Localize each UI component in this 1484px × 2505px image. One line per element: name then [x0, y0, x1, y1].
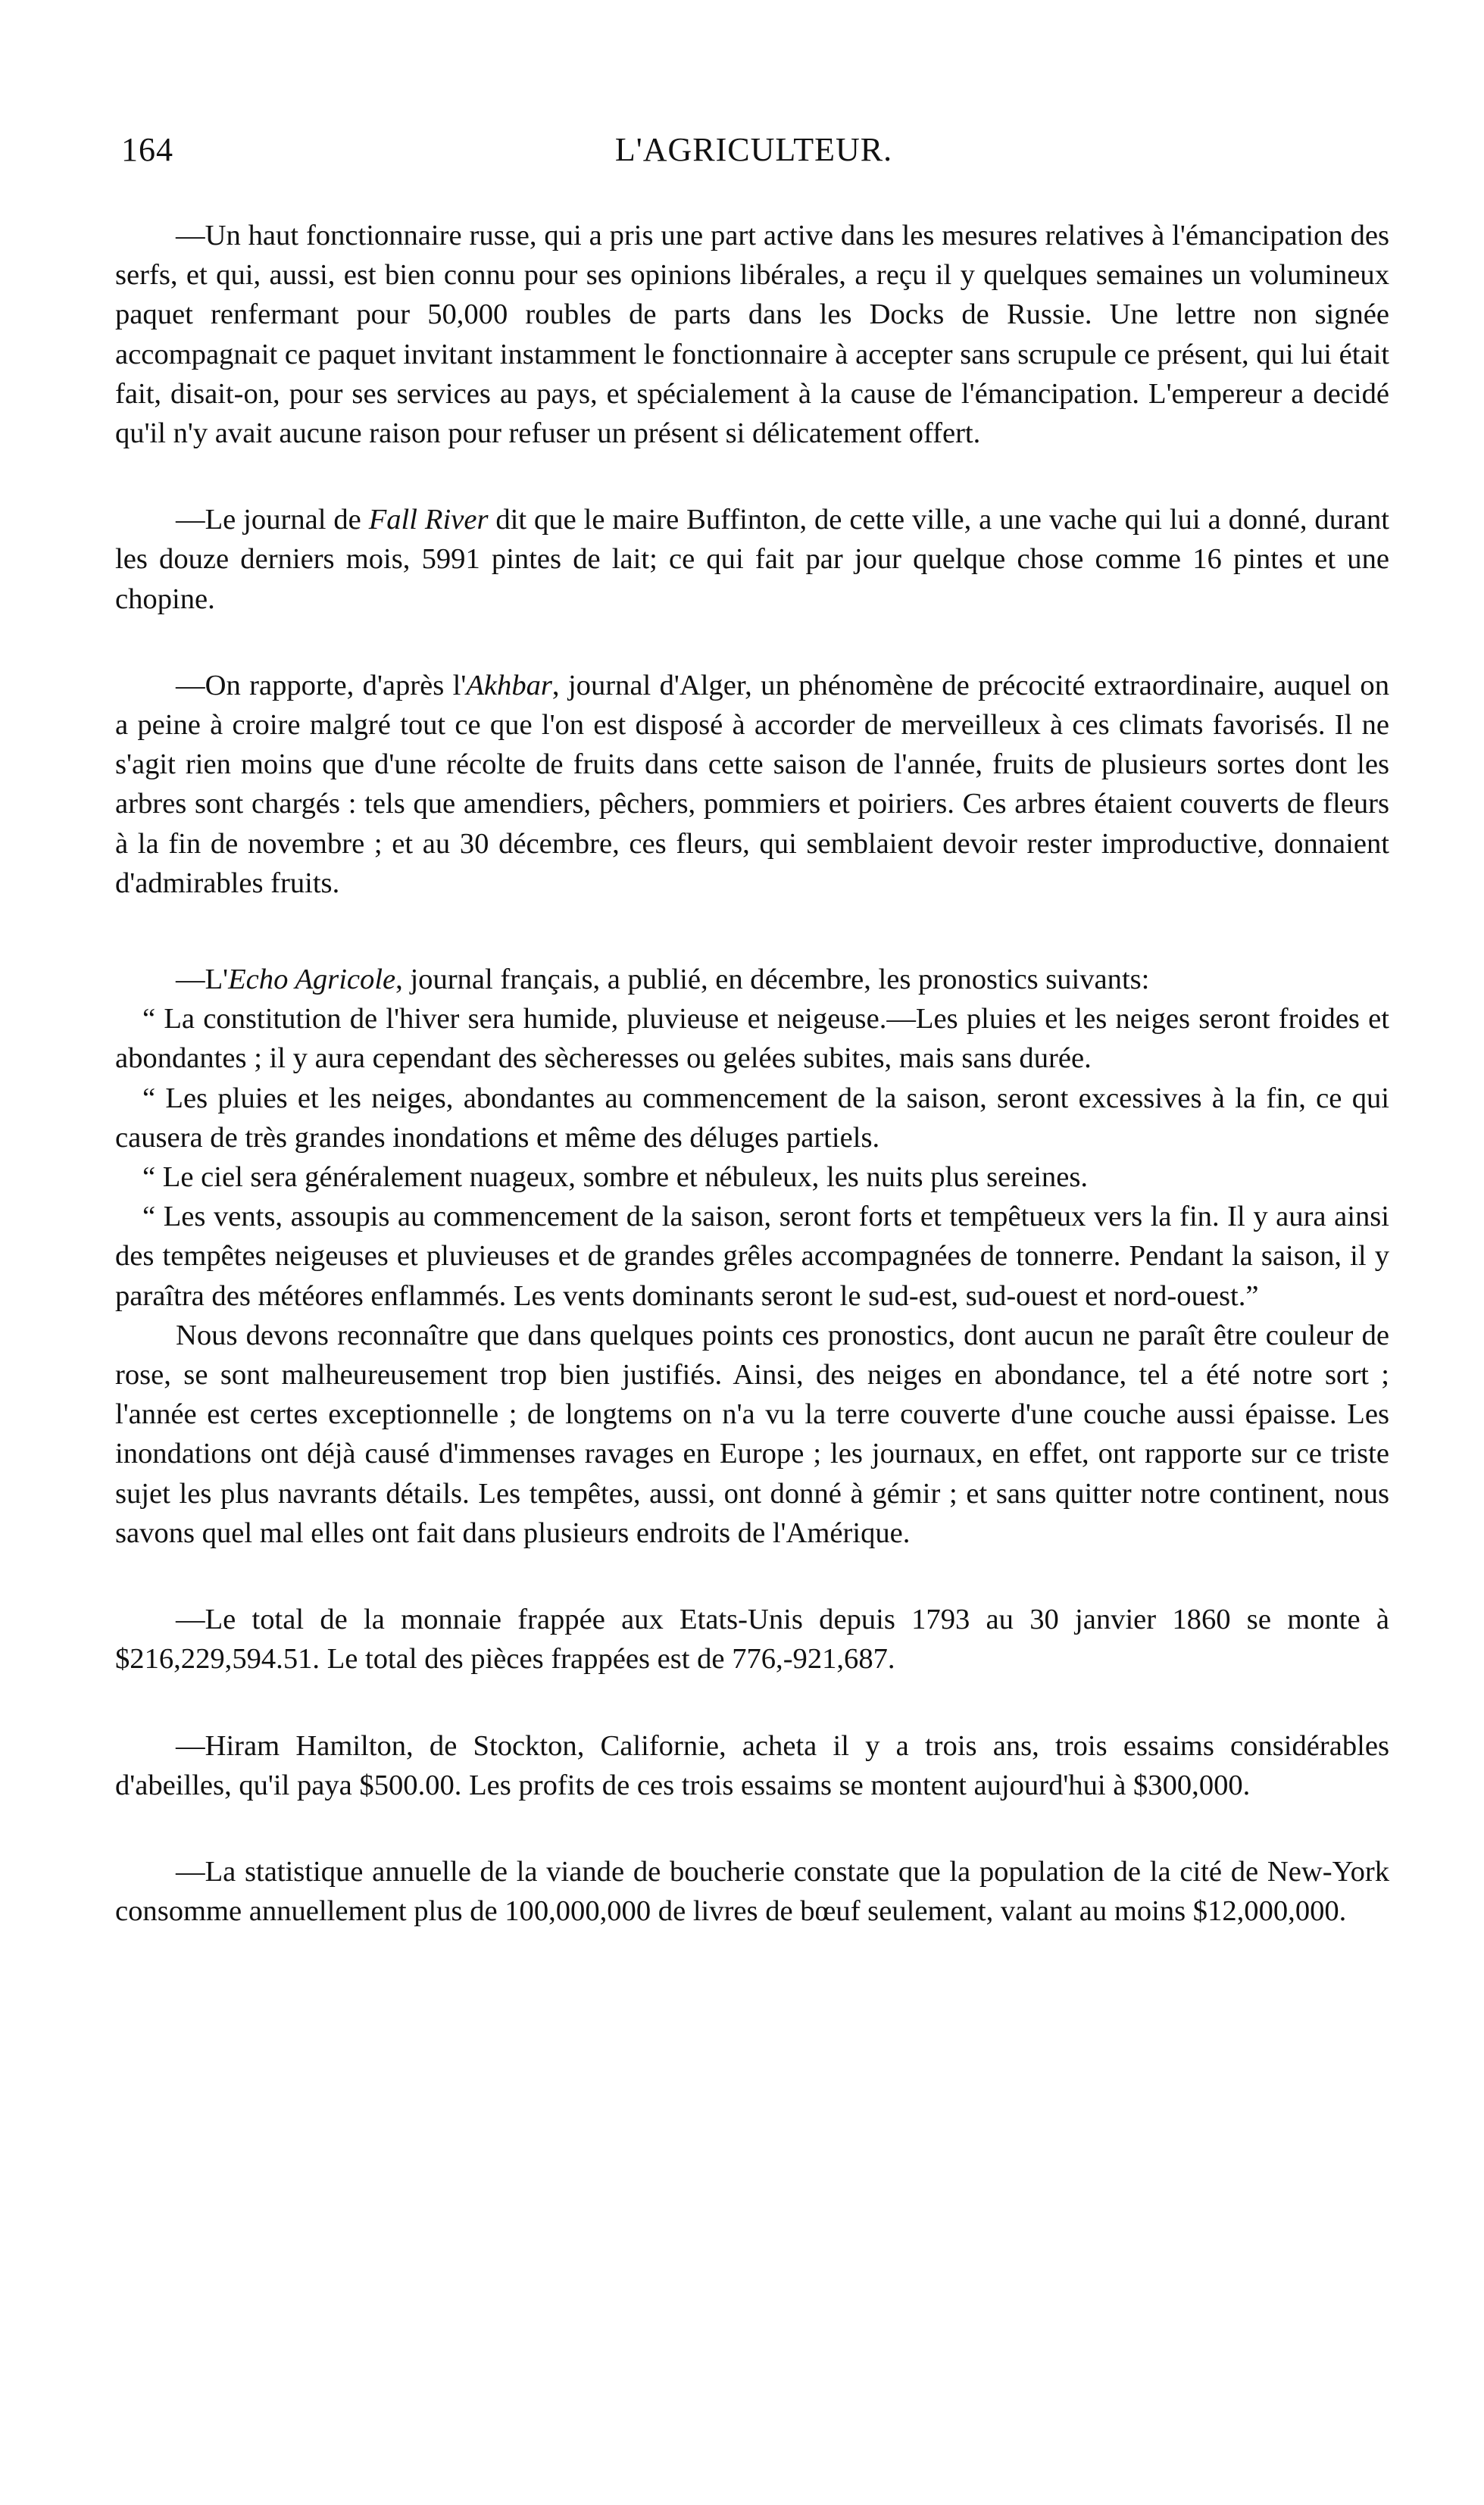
paragraph-viande: —La statistique annuelle de la viande de boucherie constate que la population de la cité de New-York consomme annuellement plus de 100,000,000 de livres de bœuf seulement, valant au moins $12,000,000.: [115, 1855, 1389, 1928]
italic-newspaper-name: Echo Agricole: [228, 964, 396, 996]
paragraph-hamilton: —Hiram Hamilton, de Stockton, Californie, acheta il y a trois ans, trois essaims considérables d'abeilles, qu'il paya $500.00. Les profits de ces trois essaims se montent aujourd'hui à $300,000.: [115, 1729, 1389, 1801]
text-before: —L': [176, 964, 229, 996]
text-after: dit que le maire Buffinton, de cette ville, a une vache qui lui a donné, durant les douze derniers mois, 5991 pintes de lait; ce qui fait par jour quelque chose comme 16 pintes et une chopine.: [115, 504, 1389, 615]
text-after: , journal français, a publié, en décembre, les pronostics suivants:: [395, 964, 1150, 996]
quote-vents: “ Les vents, assoupis au commencement de la saison, seront forts et tempêtueux vers la fin. Il y aura ainsi des tempêtes neigeuses et pluvieuses et de grandes grêles accompagnées de tonnerre. Pendant la saison, il y paraîtra des météores enflammés. Les vents dominants seront le sud-est, sud-ouest et nord-ouest.”: [115, 1201, 1389, 1312]
paragraph-russe: —Un haut fonctionnaire russe, qui a pris une part active dans les mesures relatives à l'émancipation des serfs, et qui, aussi, est bien connu pour ses opinions libérales, a reçu il y quelques semaines un volumineux paquet renfermant pour 50,000 roubles de parts dans les Docks de Russie. Une lettre non signée accompagnait ce paquet invitant instamment le fonctionnaire à accepter sans scrupule ce présent, qui lui était fait, disait-on, pour ses services au pays, et spécialement à la cause de l'émancipation. L'empereur a decidé qu'il n'y avait aucune raison pour refuser un présent si délicatement offert.: [115, 220, 1389, 450]
paragraph-commentary: Nous devons reconnaître que dans quelques points ces pronostics, dont aucun ne paraît être couleur de rose, se sont malheureusement trop bien justifiés. Ainsi, des neiges en abondance, tel a été notre sort ; l'année est certes exceptionnelle ; de longtems on n'a vu la terre couverte d'une couche aussi épaisse. Les inondations ont déjà causé d'immenses ravages en Europe ; les journaux, en effet, ont rapporte sur ce triste sujet les plus navrants détails. Les tempêtes, aussi, ont donné à gémir ; et sans quitter notre continent, nous savons quel mal elles ont fait dans plusieurs endroits de l'Amérique.: [115, 1319, 1389, 1549]
italic-newspaper-name: Fall River: [368, 504, 489, 536]
article-body: [115, 216, 1389, 1931]
paragraph-echo-agricole: [115, 960, 1389, 999]
quote-ciel: “ Le ciel sera généralement nuageux, sombre et nébuleux, les nuits plus sereines.: [142, 1161, 1088, 1194]
paragraph-akhbar: [115, 666, 1389, 903]
text-after: , journal d'Alger, un phénomène de précocité extraordinaire, auquel on a peine à croire malgré tout ce que l'on est disposé à accorder de merveilleux à ces climats favorisés. Il ne s'agit rien moins que d'une récolte de fruits dans cette saison de l'année, fruits de plusieurs sortes dont les arbres sont chargés : tels que amendiers, pêchers, pommiers et poiriers. Ces arbres étaient couverts de fleurs à la fin de novembre ; et au 30 décembre, ces fleurs, qui semblaient devoir rester improductive, donnaient d'admirables fruits.: [115, 669, 1389, 899]
italic-newspaper-name: Akhbar: [466, 669, 552, 701]
text-before: —On rapporte, d'après l': [176, 669, 467, 701]
page-number: 164: [121, 131, 173, 168]
text-before: —Le journal de: [176, 504, 369, 536]
paragraph-monnaie: —Le total de la monnaie frappée aux Etats-Unis depuis 1793 au 30 janvier 1860 se monte à $216,229,594.51. Le total des pièces frappées est de 776,-921,687.: [115, 1604, 1389, 1676]
running-title: L'AGRICULTEUR.: [614, 131, 893, 168]
page-header: [121, 130, 1386, 183]
quote-constitution: “ La constitution de l'hiver sera humide, pluvieuse et neigeuse.—Les pluies et les neiges seront froides et abondantes ; il y aura cependant des sècheresses ou gelées subites, mais sans durée.: [115, 1003, 1389, 1075]
quote-pluies: “ Les pluies et les neiges, abondantes au commencement de la saison, seront excessives à la fin, ce qui causera de très grandes inondations et même des déluges partiels.: [115, 1082, 1389, 1154]
paragraph-fall-river: [115, 500, 1389, 619]
